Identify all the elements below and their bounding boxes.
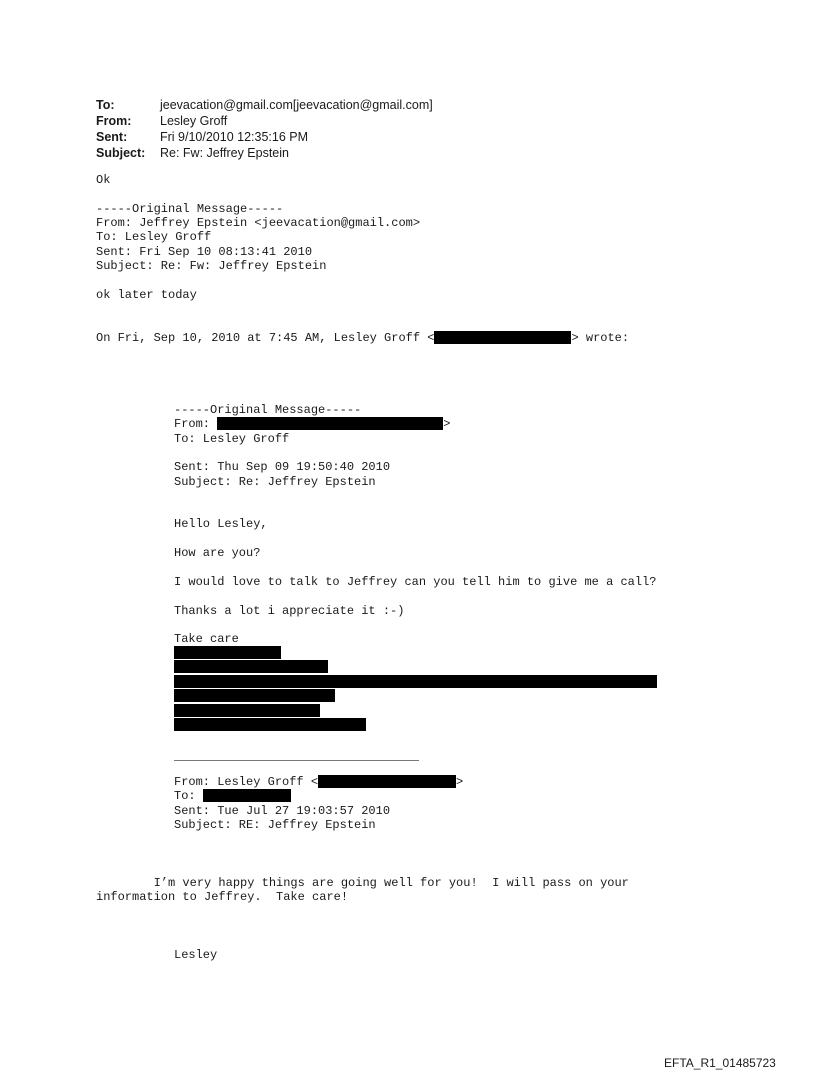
original-message-from: From: Jeffrey Epstein <jeevacation@gmail.com> [96,216,421,230]
redaction-bar [174,718,366,731]
from-prefix: From: [174,417,218,431]
from-value: Lesley Groff [160,114,228,128]
body-paragraph-line-1: I’m very happy things are going well for you! I will pass on your [96,876,629,890]
signoff-take-care: Take care [174,632,239,646]
to-prefix: To: [174,789,203,803]
original-message-to-3 [174,789,291,803]
subject-value: Re: Fw: Jeffrey Epstein [160,146,289,160]
redaction-bar [174,660,328,673]
original-message-from-2 [174,417,450,431]
original-message-divider-2: -----Original Message----- [174,403,362,417]
greeting: Hello Lesley, [174,517,268,531]
from-prefix: From: Lesley Groff < [174,775,319,789]
redaction-bar [318,775,456,788]
body-line-how-are-you: How are you? [174,546,261,560]
body-line-call-request: I would love to talk to Jeffrey can you tell him to give me a call? [174,575,657,589]
original-message-sent-3: Sent: Tue Jul 27 19:03:57 2010 [174,804,391,818]
redaction-bar [174,704,320,717]
redaction-bar [217,417,443,430]
original-message-subject: Subject: Re: Fw: Jeffrey Epstein [96,259,327,273]
original-message-from-3 [174,775,463,789]
original-message-divider: -----Original Message----- [96,202,284,216]
document-id: EFTA_R1_01485723 [664,1056,776,1070]
header-subject-row [96,145,696,161]
to-label: To: [96,98,115,112]
original-message-subject-2: Subject: Re: Jeffrey Epstein [174,475,376,489]
body-paragraph-line-2: information to Jeffrey. Take care! [96,890,349,904]
attribution-prefix: On Fri, Sep 10, 2010 at 7:45 AM, Lesley Groff < [96,331,435,345]
email-header [96,97,696,161]
body-line-thanks: Thanks a lot i appreciate it :-) [174,604,405,618]
original-message-to: To: Lesley Groff [96,230,212,244]
original-message-sent-2: Sent: Thu Sep 09 19:50:40 2010 [174,460,391,474]
redaction-bar [174,689,335,702]
header-sent-row [96,129,696,145]
attribution-suffix: > wrote: [571,331,630,345]
from-label: From: [96,114,132,128]
subject-label: Subject: [96,146,146,160]
redaction-bar [203,789,291,802]
original-message-subject-3: Subject: RE: Jeffrey Epstein [174,818,376,832]
from-suffix: > [443,417,451,431]
redaction-bar [174,675,657,688]
message-separator-rule [174,760,419,761]
redaction-bar [174,646,281,659]
original-message-sent: Sent: Fri Sep 10 08:13:41 2010 [96,245,313,259]
header-to-row [96,97,696,113]
quote-attribution [96,331,629,345]
redaction-bar [434,331,571,344]
from-suffix: > [456,775,464,789]
reply-later-today: ok later today [96,288,197,302]
original-message-to-2: To: Lesley Groff [174,432,290,446]
sent-label: Sent: [96,130,128,144]
to-value: jeevacation@gmail.com[jeevacation@gmail.com] [160,98,433,112]
reply-ok: Ok [96,173,111,187]
header-from-row [96,113,696,129]
sent-value: Fri 9/10/2010 12:35:16 PM [160,130,309,144]
signature-name: Lesley [174,948,218,962]
